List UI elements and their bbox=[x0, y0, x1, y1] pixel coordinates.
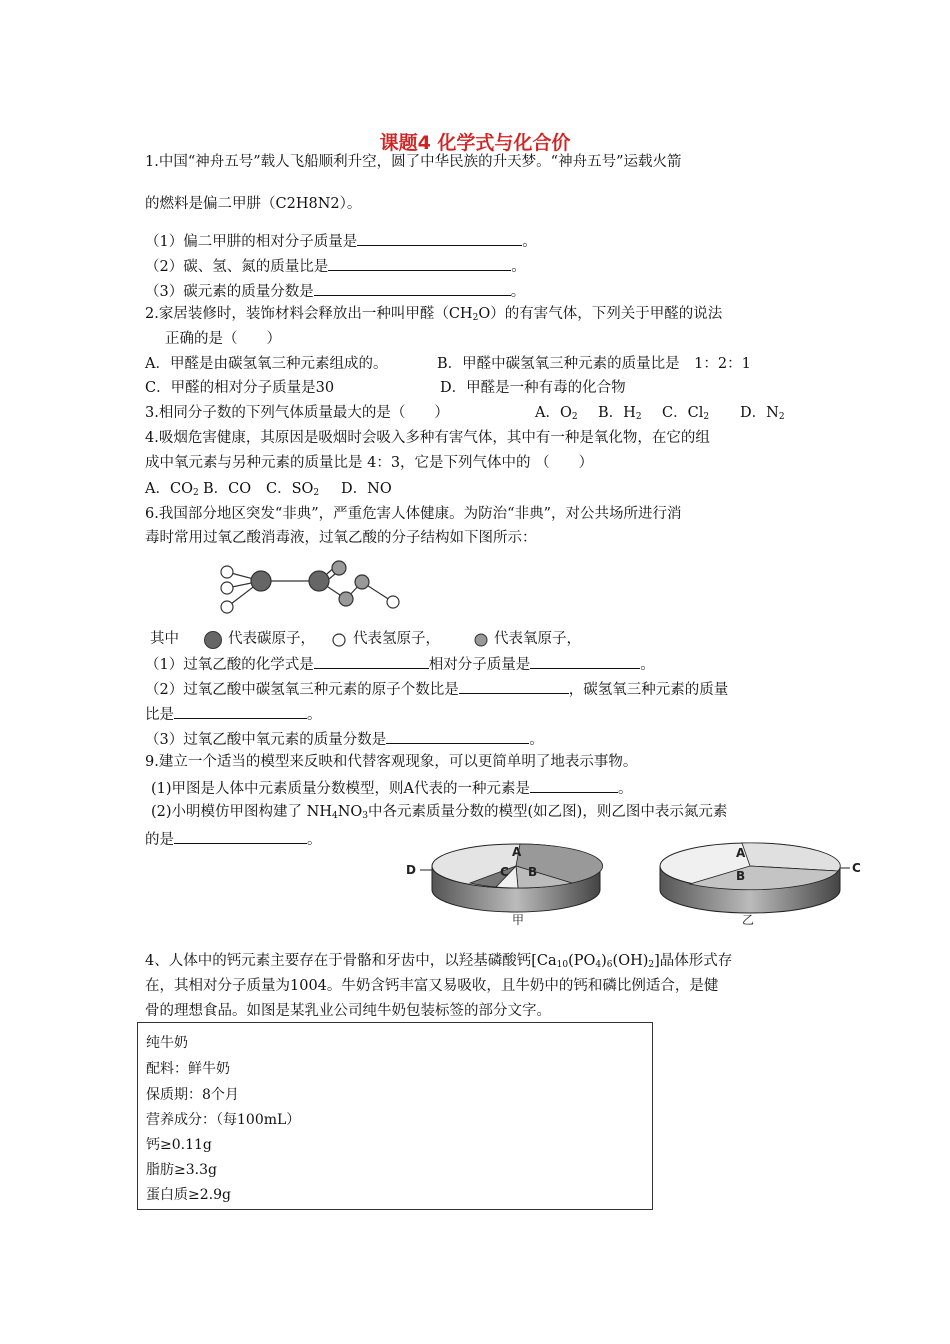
q3-option-a: A．$O_2$ bbox=[535, 405, 578, 422]
q6-line1: 6.我国部分地区突发“非典”，严重危害人体健康。为防治“非典”，对公共场所进行消 bbox=[145, 506, 682, 522]
q6-sub3: （3）过氧乙酸中氧元素的质量分数是 。 bbox=[145, 728, 544, 750]
milk-label-protein: 蛋白质≥2.9g bbox=[146, 1187, 231, 1203]
milk-label-nutrition: 营养成分：（每100mL） bbox=[146, 1112, 301, 1128]
answer-blank[interactable] bbox=[174, 828, 307, 844]
answer-blank[interactable] bbox=[459, 678, 569, 694]
page-title: 课题4 化学式与化合价 bbox=[379, 132, 571, 154]
answer-blank[interactable] bbox=[174, 703, 307, 719]
q4b-line2: 在，其相对分子质量为1004。牛奶含钙丰富又易吸收，且牛奶中的钙和磷比例适合，是健 bbox=[145, 978, 719, 994]
fig1-label-b: B bbox=[528, 865, 538, 879]
q3-option-b: B．$H_2$ bbox=[598, 405, 642, 422]
q1-sub2: （2）碳、氢、氮的质量比是 。 bbox=[145, 255, 526, 277]
hydrogen-atom bbox=[221, 601, 233, 613]
oxygen-atom bbox=[355, 575, 369, 589]
q6-sub2-cont: 比是 。 bbox=[145, 703, 322, 725]
q6-legend-oxygen: 代表氧原子， bbox=[494, 631, 581, 647]
milk-label-box bbox=[137, 1022, 653, 1210]
q2-option-c: C．甲醛的相对分子质量是30 bbox=[145, 380, 335, 396]
hydrogen-atom bbox=[221, 566, 233, 578]
carbon-atom bbox=[309, 571, 329, 591]
answer-blank[interactable] bbox=[386, 728, 529, 744]
q9-line1: 9.建立一个适当的模型来反映和代替客观现象，可以更简单明了地表示事物。 bbox=[145, 754, 638, 770]
fig1-label-d: D bbox=[406, 863, 416, 877]
q4-option-c: C．$SO_2$ bbox=[266, 481, 320, 498]
q9-sub1: (1)甲图是人体中元素质量分数模型，则A代表的一种元素是 。 bbox=[151, 777, 633, 799]
q2-option-a: A．甲醛是由碳氢氧三种元素组成的。 bbox=[145, 356, 388, 372]
q2-option-b: B．甲醛中碳氢氧三种元素的质量比是 1：2：1 bbox=[437, 356, 751, 372]
answer-blank[interactable] bbox=[530, 653, 640, 669]
q1-sub1: （1）偏二甲肼的相对分子质量是 。 bbox=[145, 230, 537, 252]
q2-line1: 2.家居装修时，装饰材料会释放出一种叫甲醛$(CH_2O)$的有害气体，下列关于甲醛的说法 bbox=[145, 306, 723, 323]
q1-line2: 的燃料是偏二甲肼（C2H8N2）。 bbox=[145, 196, 362, 212]
carbon-atom bbox=[251, 571, 271, 591]
q3-option-c: C．$Cl_2$ bbox=[662, 405, 710, 422]
q6-legend-carbon: 代表碳原子， bbox=[228, 631, 315, 647]
answer-blank[interactable] bbox=[314, 653, 429, 669]
q2-line2: 正确的是（ ） bbox=[165, 331, 281, 347]
q4b-line1: 4、人体中的钙元素主要存在于骨骼和牙齿中，以羟基磷酸钙$[Ca_{10}(PO_4)_6(OH)_2]$晶体形式存 bbox=[145, 953, 733, 970]
element-model-figure-jia bbox=[400, 832, 605, 932]
oxygen-atom bbox=[339, 592, 353, 606]
q1-sub3: （3）碳元素的质量分数是 。 bbox=[145, 280, 525, 302]
hydrogen-atom bbox=[387, 596, 399, 608]
milk-label-shelf-life: 保质期：8个月 bbox=[146, 1087, 239, 1103]
peracetic-acid-molecule-diagram bbox=[215, 560, 415, 615]
q9-sub2: (2)小明模仿甲图构建了 $NH_4NO_3$中各元素质量分数的模型(如乙图)，则乙图中表示氮元素 bbox=[151, 804, 728, 821]
q4b-line3: 骨的理想食品。如图是某乳业公司纯牛奶包装标签的部分文字。 bbox=[145, 1003, 551, 1019]
oxygen-atom bbox=[332, 561, 346, 575]
answer-blank[interactable] bbox=[530, 777, 618, 793]
milk-label-ingredients: 配料：鲜牛奶 bbox=[146, 1061, 230, 1077]
answer-blank[interactable] bbox=[328, 255, 511, 271]
answer-blank[interactable] bbox=[314, 280, 511, 296]
q6-sub2: （2）过氧乙酸中碳氢氧三种元素的原子个数比是 ，碳氢氧三种元素的质量 bbox=[145, 678, 728, 700]
q2-option-d: D．甲醛是一种有毒的化合物 bbox=[440, 380, 626, 396]
fig1-label-c: C bbox=[500, 865, 509, 879]
fig2-label-a: A bbox=[736, 846, 746, 860]
q6-line2: 毒时常用过氧乙酸消毒液，过氧乙酸的分子结构如下图所示： bbox=[145, 530, 537, 546]
oxygen-atom-icon bbox=[473, 632, 489, 648]
q4-line1: 4.吸烟危害健康，其原因是吸烟时会吸入多种有害气体，其中有一种是氧化物，在它的组 bbox=[145, 430, 710, 446]
carbon-atom-icon bbox=[203, 630, 223, 650]
fig2-label-c: C bbox=[852, 861, 861, 875]
q6-legend-hydrogen: 代表氢原子， bbox=[353, 631, 440, 647]
q3-option-d: D．$N_2$ bbox=[740, 405, 785, 422]
q6-sub1: （1）过氧乙酸的化学式是 相对分子质量是 。 bbox=[145, 653, 655, 675]
fig2-label-b: B bbox=[736, 869, 746, 883]
element-model-figure-yi bbox=[650, 832, 865, 932]
q1-line1: 1.中国“神舟五号”载人飞船顺利升空，圆了中华民族的升天梦。“神舟五号”运载火箭 bbox=[145, 154, 682, 170]
fig1-caption: 甲 bbox=[512, 913, 525, 927]
q4-option-a: A．$CO_2$ bbox=[145, 481, 199, 498]
milk-label-fat: 脂肪≥3.3g bbox=[146, 1162, 217, 1178]
fig1-label-a: A bbox=[512, 845, 522, 859]
q4-option-b: B．CO bbox=[203, 481, 252, 497]
hydrogen-atom bbox=[221, 582, 233, 594]
q3-stem: 3.相同分子数的下列气体质量最大的是（ ） bbox=[145, 405, 449, 421]
q4-option-d: D．NO bbox=[341, 481, 392, 497]
milk-label-calcium: 钙≥0.11g bbox=[146, 1137, 212, 1153]
hydrogen-atom-icon bbox=[331, 632, 347, 648]
fig2-caption: 乙 bbox=[742, 913, 755, 927]
milk-label-name: 纯牛奶 bbox=[146, 1035, 188, 1051]
q9-sub2-cont: 的是 。 bbox=[145, 828, 322, 850]
answer-blank[interactable] bbox=[357, 230, 522, 246]
q6-legend-prefix: 其中 bbox=[150, 631, 179, 647]
q4-line2: 成中氧元素与另种元素的质量比是 4：3，它是下列气体中的 （ ） bbox=[145, 455, 594, 471]
